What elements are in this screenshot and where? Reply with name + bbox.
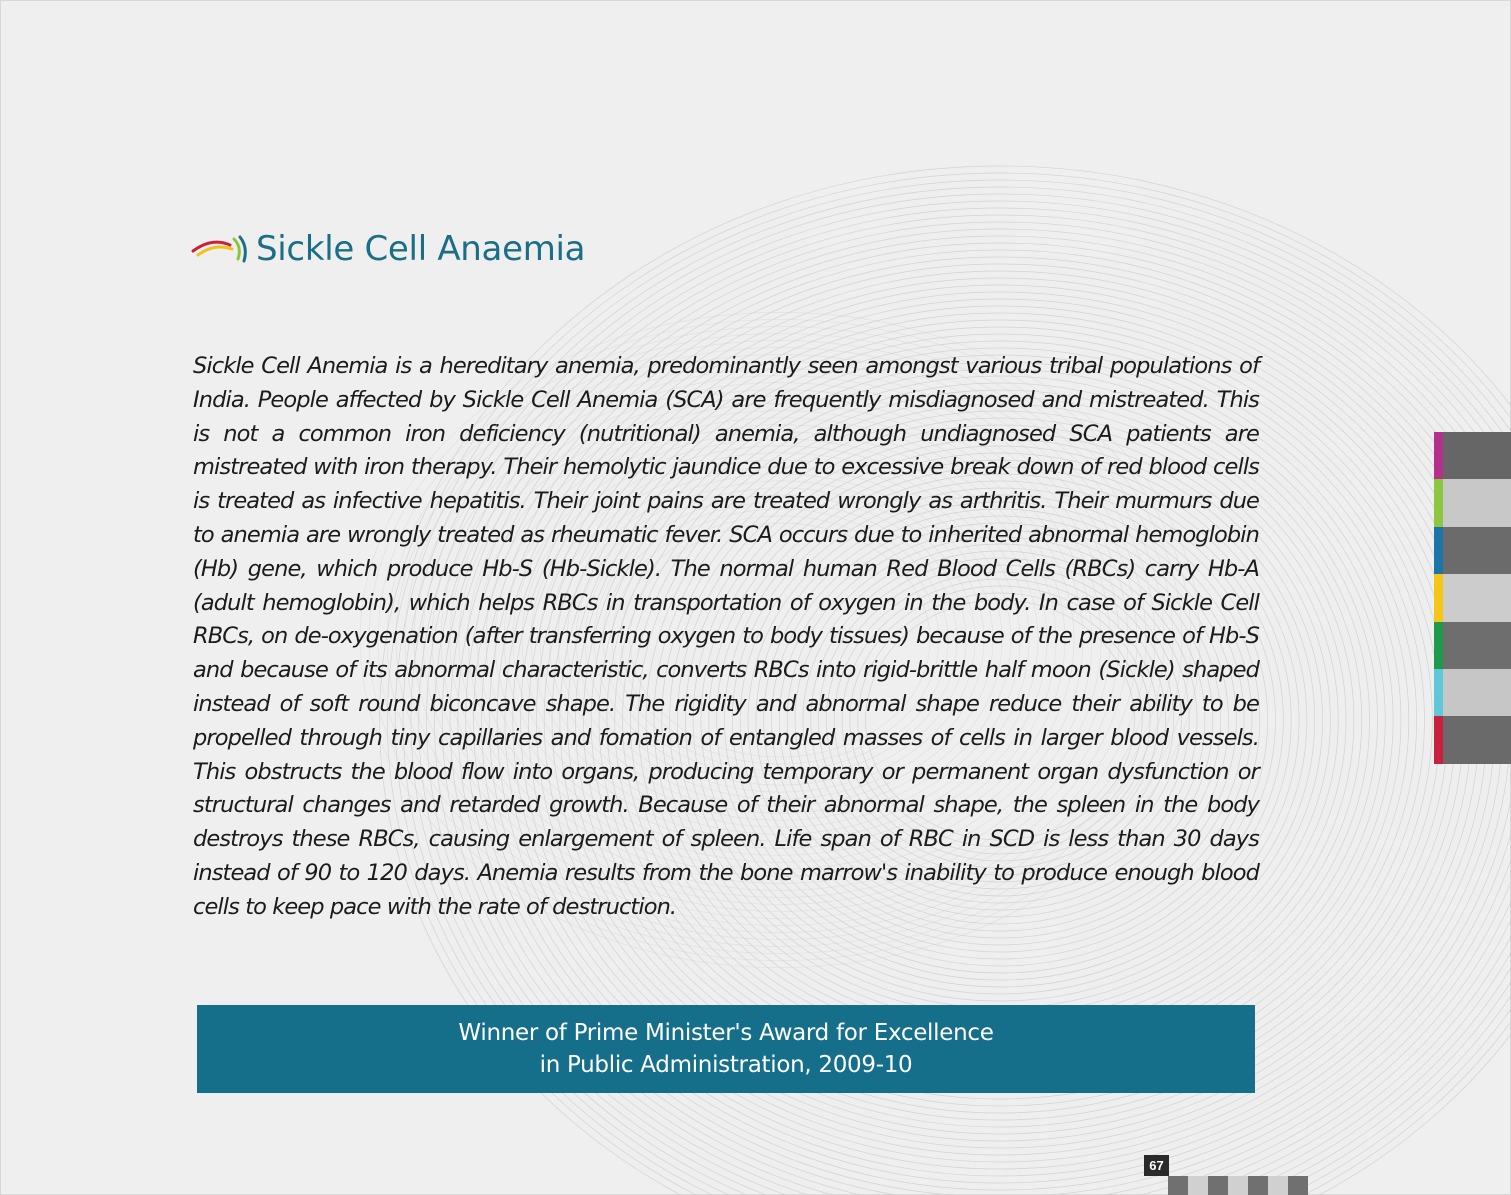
side-tab-accent [1434,716,1443,763]
side-tab-accent [1434,574,1443,621]
side-tab-3 [1434,527,1511,574]
bottom-strip-segment [1188,1176,1208,1195]
side-tab-fill [1443,669,1511,716]
page-title: Sickle Cell Anaemia [256,229,586,269]
side-tab-fill [1443,479,1511,526]
award-banner [197,1005,1255,1093]
award-line-2: in Public Administration, 2009-10 [539,1052,913,1078]
bottom-strip-segment [1268,1176,1288,1195]
bottom-strip-segment [1248,1176,1268,1195]
side-color-tabs [1434,432,1511,764]
bottom-strip-segment [1228,1176,1248,1195]
side-tab-7 [1434,716,1511,763]
side-tab-fill [1443,432,1511,479]
side-tab-2 [1434,479,1511,526]
arcs-logo-icon [190,231,250,267]
section-header [190,226,585,272]
side-tab-accent [1434,669,1443,716]
side-tab-accent [1434,479,1443,526]
page-number: 67 [1144,1155,1169,1176]
side-tab-accent [1434,432,1443,479]
side-tab-4 [1434,574,1511,621]
side-tab-fill [1443,622,1511,669]
bottom-strip-segment [1168,1176,1188,1195]
side-tab-fill [1443,527,1511,574]
side-tab-fill [1443,716,1511,763]
side-tab-accent [1434,622,1443,669]
award-line-1: Winner of Prime Minister's Award for Excellence [458,1020,994,1046]
bottom-strip-segment [1208,1176,1228,1195]
side-tab-accent [1434,527,1443,574]
side-tab-1 [1434,432,1511,479]
side-tab-5 [1434,622,1511,669]
bottom-color-strip [1168,1176,1308,1195]
bottom-strip-segment [1288,1176,1308,1195]
side-tab-fill [1443,574,1511,621]
side-tab-6 [1434,669,1511,716]
body-paragraph: Sickle Cell Anemia is a hereditary anemia, predominantly seen amongst various tribal populations of India. People affected by Sickle Cell Anemia (SCA) are frequently misdiagnosed and mistreated. This is not a common iron deficiency (nutritional) anemia, although undiagnosed SCA patients are mistreated with iron therapy. Their hemolytic jaundice due to excessive break down of red blood cells is treated as infective hepatitis. Their joint pains are treated wrongly as arthritis. Their murmurs due to anemia are wrongly treated as rheumatic fever. SCA occurs due to inherited abnormal hemoglobin (Hb) gene, which produce Hb-S (Hb-Sickle). The normal human Red Blood Cells (RBCs) carry Hb-A (adult hemoglobin), which helps RBCs in transportation of oxygen in the body. In case of Sickle Cell RBCs, on de-oxygenation (after transferring oxygen to body tissues) because of the presence of Hb-S and because of its abnormal characteristic, converts RBCs into rigid-brittle half moon (Sickle) shaped instead of soft round biconcave shape. The rigidity and abnormal shape reduce their ability to be propelled through tiny capillaries and fomation of entangled masses of cells in larger blood vessels. This obstructs the blood flow into organs, producing temporary or permanent organ dysfunction or structural changes and retarded growth. Because of their abnormal shape, the spleen in the body destroys these RBCs, causing enlargement of spleen. Life span of RBC in SCD is less than 30 days instead of 90 to 120 days. Anemia results from the bone marrow's inability to produce enough blood cells to keep pace with the rate of destruction. [193,353,1259,920]
